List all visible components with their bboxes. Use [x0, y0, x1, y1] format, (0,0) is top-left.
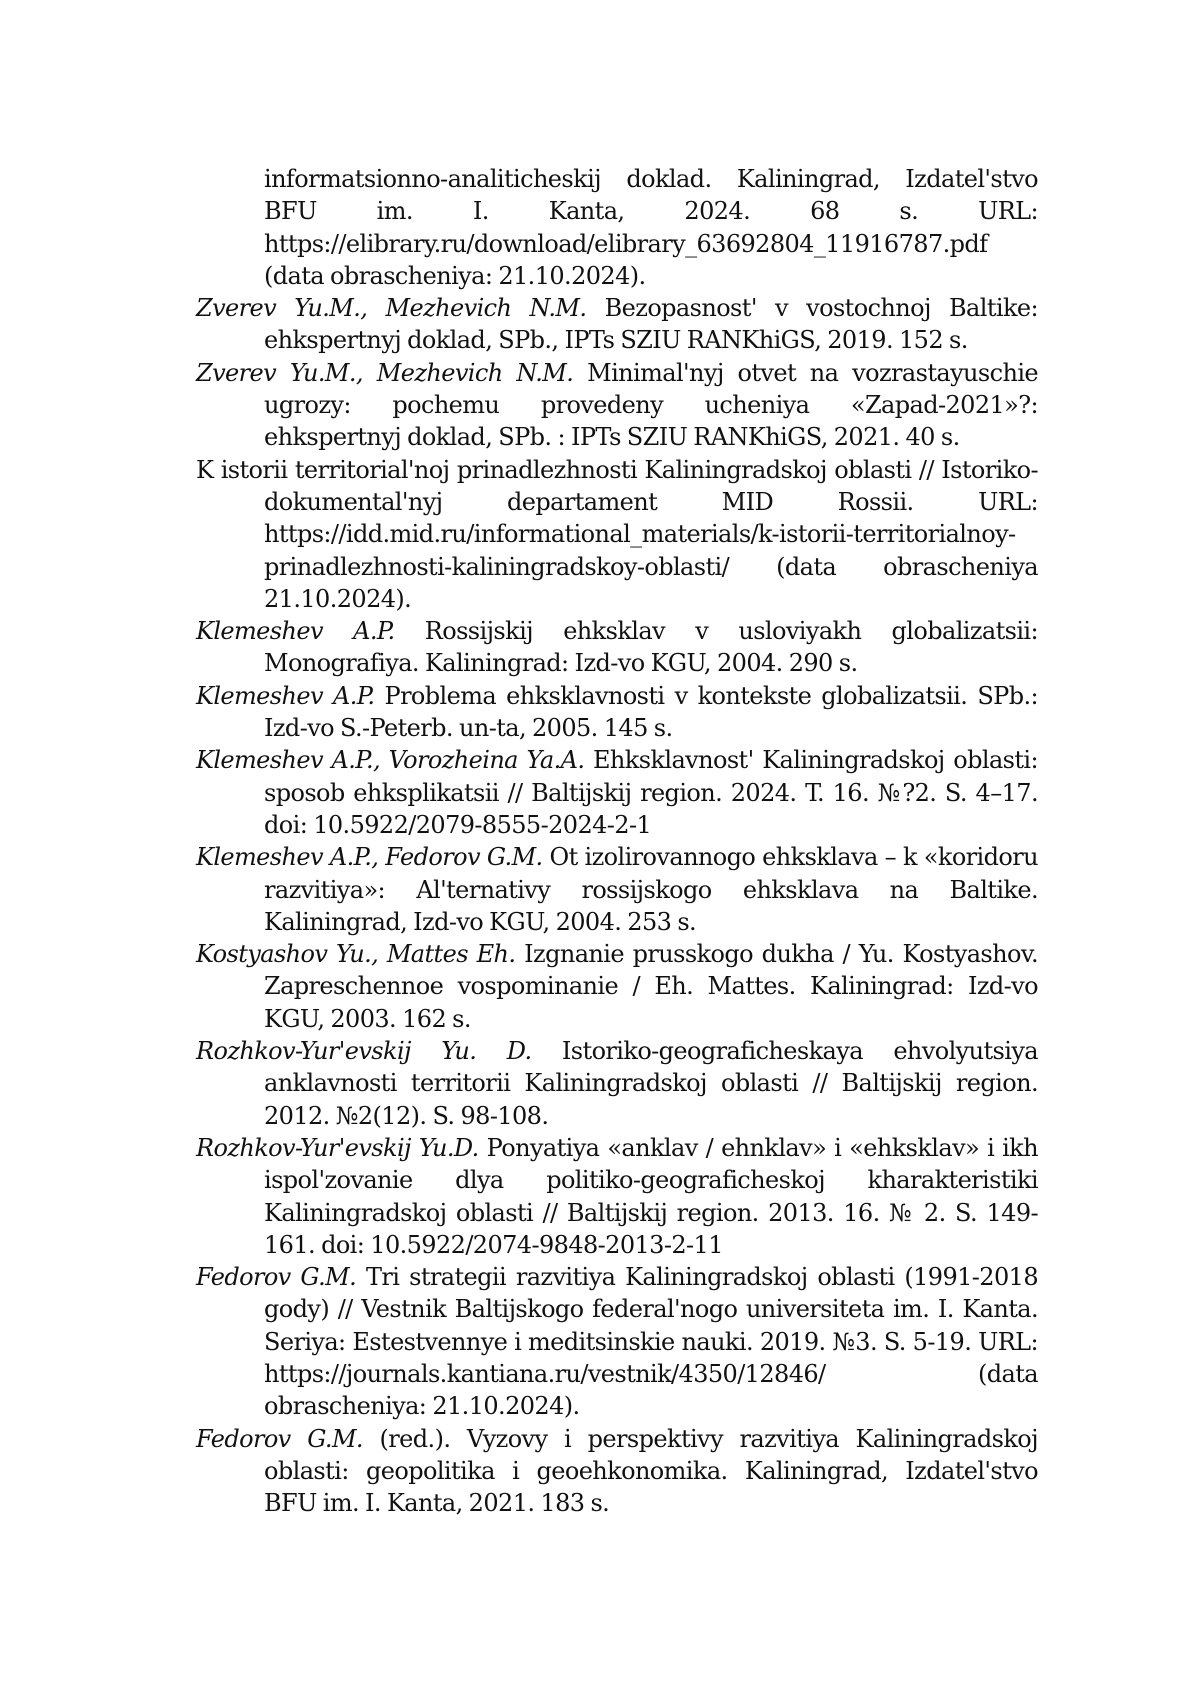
reference-text: Izgnanie prusskogo dukha / Yu. Kostyashov. Zapreschennoe vospominanie / Eh. Mattes. Kaliningrad: Izd-vo KGU, 2003. 162 s. [264, 940, 1038, 1033]
reference-author: Rozhkov-Yur'evskij Yu.D. [196, 1133, 479, 1162]
reference-entry-12 [196, 1423, 1038, 1520]
reference-entry-6 [196, 744, 1038, 841]
reference-entry-7 [196, 841, 1038, 938]
reference-entry-2 [196, 357, 1038, 454]
reference-entry-3 [196, 454, 1038, 615]
reference-text: Minimal'nyj otvet na vozrastayuschie ugrozy: pochemu provedeny ucheniya «Zapad-2021»?: ehkspertnyj doklad, SPb. : IPTs SZIU RANKhiGS, 2021. 40 s. [264, 358, 1038, 452]
reference-author: Klemeshev A.P., Fedorov G.M. [196, 843, 543, 872]
reference-text: Istoriko-geograficheskaya ehvolyutsiya anklavnosti territorii Kaliningradskoj oblasti // Baltijskij region. 2012. №2(12). S. 98-108. [264, 1037, 1038, 1130]
reference-entry-4 [196, 615, 1038, 680]
reference-text: Ot izolirovannogo ehksklava – k «koridoru razvitiya»: Al'ternativy rossijskogo ehksklava na Baltike. Kaliningrad, Izd-vo KGU, 2004. 253 s. [264, 843, 1038, 936]
reference-text: Ponyatiya «anklav / ehnklav» i «ehksklav» i ikh ispol'zovanie dlya politiko-geograficheskoj kharakteristiki Kaliningradskoj oblasti // Baltijskij region. 2013. 16. № 2. S. 149-161. doi: 10.5922/2074-9848-2013-2-11 [264, 1133, 1038, 1259]
reference-text: Ehksklavnost' Kaliningradskoj oblasti: sposob ehksplikatsii // Baltijskij region. 2024. T. 16. №?2. S. 4–17. doi: 10.5922/2079-8555-2024-2-1 [264, 746, 1038, 839]
reference-author: Kostyashov Yu., Mattes Eh. [196, 940, 516, 969]
reference-entry-9 [196, 1035, 1038, 1132]
reference-text: Problema ehksklavnosti v kontekste globalizatsii. SPb.: Izd-vo S.-Peterb. un-ta, 2005. 145 s. [264, 681, 1038, 743]
reference-author: Zverev Yu.M., Mezhevich N.M. [196, 358, 574, 387]
reference-author: Klemeshev A.P. [196, 617, 395, 646]
reference-author: Zverev Yu.M., Mezhevich N.M. [196, 294, 587, 323]
reference-author: Klemeshev A.P. [196, 681, 375, 710]
reference-text: K istorii territorial'noj prinadlezhnosti Kaliningradskoj oblasti // Istoriko-dokumental'nyj departament MID Rossii. URL: https://idd.mid.ru/informational_materials/k-istorii-territorialnoy-prinadlezhnosti-kaliningradskoy-oblasti/ (data obrascheniya 21.10.2024). [196, 455, 1038, 613]
reference-author: Klemeshev A.P., Vorozheina Ya.A. [196, 746, 585, 775]
reference-author: Rozhkov-Yur'evskij Yu. D. [196, 1037, 532, 1066]
reference-text: Bezopasnost' v vostochnoj Baltike: ehkspertnyj doklad, SPb., IPTs SZIU RANKhiGS, 2019. 152 s. [264, 294, 1038, 355]
reference-entry-10 [196, 1132, 1038, 1261]
reference-entry-11 [196, 1261, 1038, 1422]
reference-text: Tri strategii razvitiya Kaliningradskoj oblasti (1991-2018 gody) // Vestnik Baltijskogo federal'nogo universiteta im. I. Kanta. Seriya: Estestvennye i meditsinskie nauki. 2019. №3. S. 5-19. URL: https://journals.kantiana.ru/vestnik/4350/12846/ (data obrascheniya: 21.10.2024). [264, 1263, 1038, 1421]
reference-entry-1 [196, 292, 1038, 357]
reference-text: (red.). Vyzovy i perspektivy razvitiya Kaliningradskoj oblasti: geopolitika i geoehkonomika. Kaliningrad, Izdatel'stvo BFU im. I. Kanta, 2021. 183 s. [264, 1424, 1038, 1518]
reference-entry-0 [196, 163, 1038, 292]
reference-text: informatsionno-analiticheskij doklad. Kaliningrad, Izdatel'stvo BFU im. I. Kanta, 2024. 68 s. URL: https://elibrary.ru/download/elibrary_63692804_11916787.pdf (data obrascheniya: 21.10.2024). [264, 165, 1038, 290]
reference-author: Fedorov G.M. [196, 1424, 363, 1453]
reference-text: Rossijskij ehksklav v usloviyakh globalizatsii: Monografiya. Kaliningrad: Izd-vo KGU, 2004. 290 s. [264, 617, 1038, 678]
reference-list [196, 163, 1038, 1519]
reference-entry-8 [196, 938, 1038, 1035]
reference-entry-5 [196, 680, 1038, 745]
reference-author: Fedorov G.M. [196, 1263, 357, 1292]
